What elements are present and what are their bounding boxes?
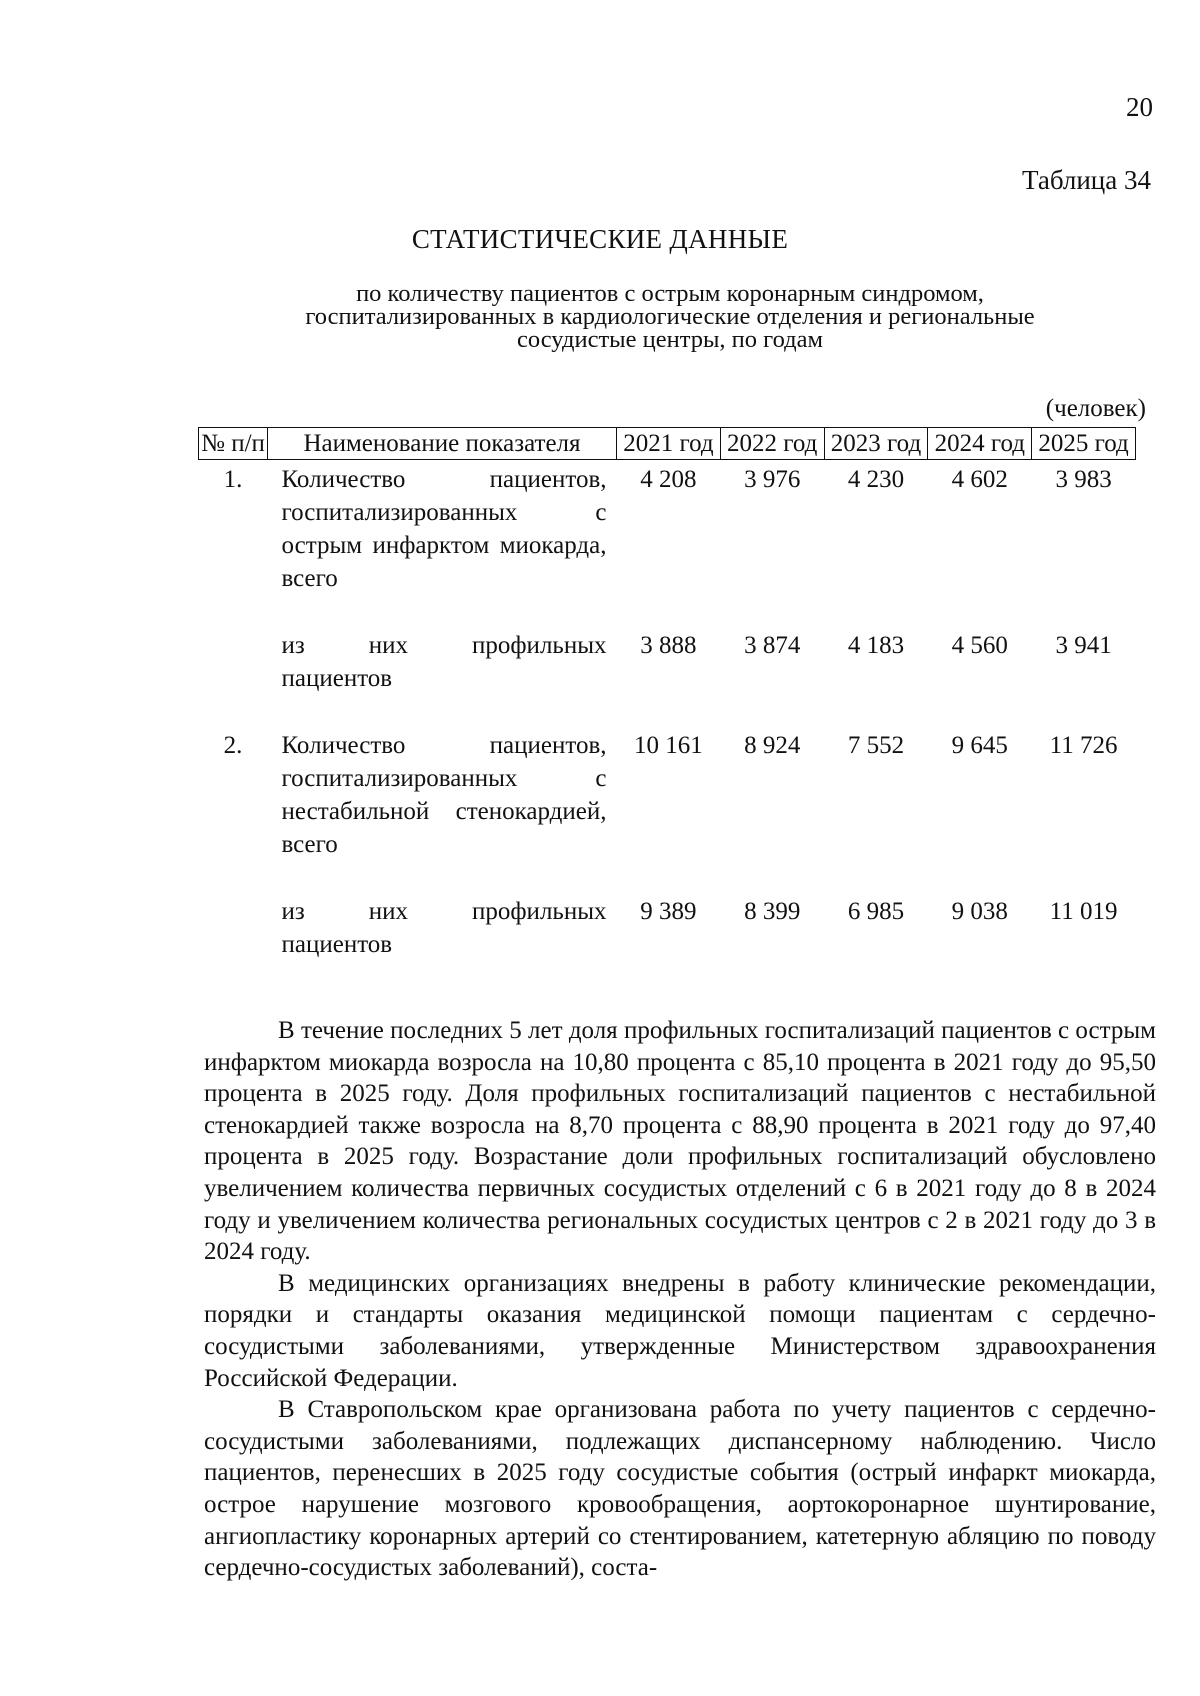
paragraph: В течение последних 5 лет доля профильных госпитализаций пациентов с острым инфарктом миокарда возросла на 10,80 процента с 85,10 процента в 2021 году до 95,50 процента в 2025 году. Доля профильных госпитализаций пациентов с нестабильной стенокардией также возросла на 8,70 процента с 88,90 процента в 2021 году до 97,40 процента в 2025 году. Возрастание доли профильных госпитализаций обусловлено увеличением количества первичных сосудистых отделений с 6 в 2021 году до 8 в 2024 году и увеличением количества региональных сосудистых центров с 2 в 2021 году до 3 в 2024 году.: [204, 1017, 1156, 1266]
row-value: 3 874: [744, 632, 801, 659]
units-note: (человек): [1045, 395, 1146, 422]
page-title: СТАТИСТИЧЕСКИЕ ДАННЫЕ: [411, 224, 789, 254]
table-row: [199, 626, 1136, 726]
row-value: 8 924: [744, 732, 801, 759]
row-index: 2.: [223, 732, 243, 759]
page-subtitle: [230, 282, 1110, 351]
subtitle-line: по количеству пациентов с острым коронарным синдромом,: [356, 280, 984, 307]
row-value: 3 983: [1055, 466, 1112, 493]
row-index: 1.: [223, 466, 243, 493]
row-value: 4 602: [951, 466, 1008, 493]
row-value: 4 560: [951, 632, 1008, 659]
header-year: 2021 год: [617, 428, 721, 460]
row-index: [199, 626, 268, 726]
row-value: 9 389: [640, 898, 697, 925]
row-value: 9 038: [951, 898, 1008, 925]
row-value: 6 985: [847, 898, 905, 925]
table-row: [199, 726, 1136, 892]
paragraph: В Ставропольском крае организована работа по учету пациентов с сердечно-сосудистыми заболеваниями, подлежащих диспансерному наблюдению. Число пациентов, перенесших в 2025 году сосудистые события (острый инфаркт миокарда, острое нарушение мозгового кровообращения, аортокоронарное шунтирование, ангиопластику коронарных артерий со стентированием, катетерную абляцию по поводу сердечно-сосудистых заболеваний), соста-: [204, 1396, 1156, 1582]
header-year: 2023 год: [824, 428, 928, 460]
row-indicator-name: из них профильных пациентов: [281, 898, 607, 958]
header-indicator-name: Наименование показателя: [268, 428, 617, 460]
body-text: [204, 1015, 1156, 1584]
row-value: 4 208: [640, 466, 697, 493]
row-indicator-name: Количество пациентов, госпитализированных с острым инфарктом миокарда, всего: [281, 466, 607, 592]
header-year: 2024 год: [928, 428, 1032, 460]
row-value: 3 941: [1055, 632, 1112, 659]
header-number: № п/п: [199, 428, 268, 460]
row-value: 11 726: [1049, 732, 1118, 759]
row-value: 10 161: [634, 732, 703, 759]
row-value: 9 645: [951, 732, 1008, 759]
row-value: 4 183: [847, 632, 905, 659]
page-number: 20: [1126, 92, 1153, 122]
row-value: 11 019: [1049, 898, 1118, 925]
table-row: [199, 460, 1136, 627]
paragraph: В медицинских организациях внедрены в работу клинические рекомендации, порядки и стандарты оказания медицинской помощи пациентам с сердечно-сосудистыми заболеваниями, утвержденные Министерством здравоохранения Российской Федерации.: [204, 1269, 1156, 1392]
row-indicator-name: из них профильных пациентов: [281, 632, 607, 692]
table-label: Таблица 34: [1022, 165, 1151, 195]
row-indicator-name: Количество пациентов, госпитализированных с нестабильной стенокардией, всего: [281, 732, 607, 858]
subtitle-line: сосудистые центры, по годам: [517, 326, 823, 353]
row-value: 3 976: [744, 466, 801, 493]
table-row: [199, 892, 1136, 961]
row-value: 7 552: [847, 732, 905, 759]
row-value: 4 230: [847, 466, 905, 493]
subtitle-line: госпитализированных в кардиологические отделения и региональные: [305, 303, 1035, 330]
row-value: 3 888: [640, 632, 697, 659]
header-year: 2025 год: [1032, 428, 1136, 460]
row-index: [199, 892, 268, 961]
statistics-table: [198, 427, 1136, 961]
row-value: 8 399: [744, 898, 801, 925]
header-year: 2022 год: [720, 428, 824, 460]
table-header-row: [199, 428, 1136, 460]
